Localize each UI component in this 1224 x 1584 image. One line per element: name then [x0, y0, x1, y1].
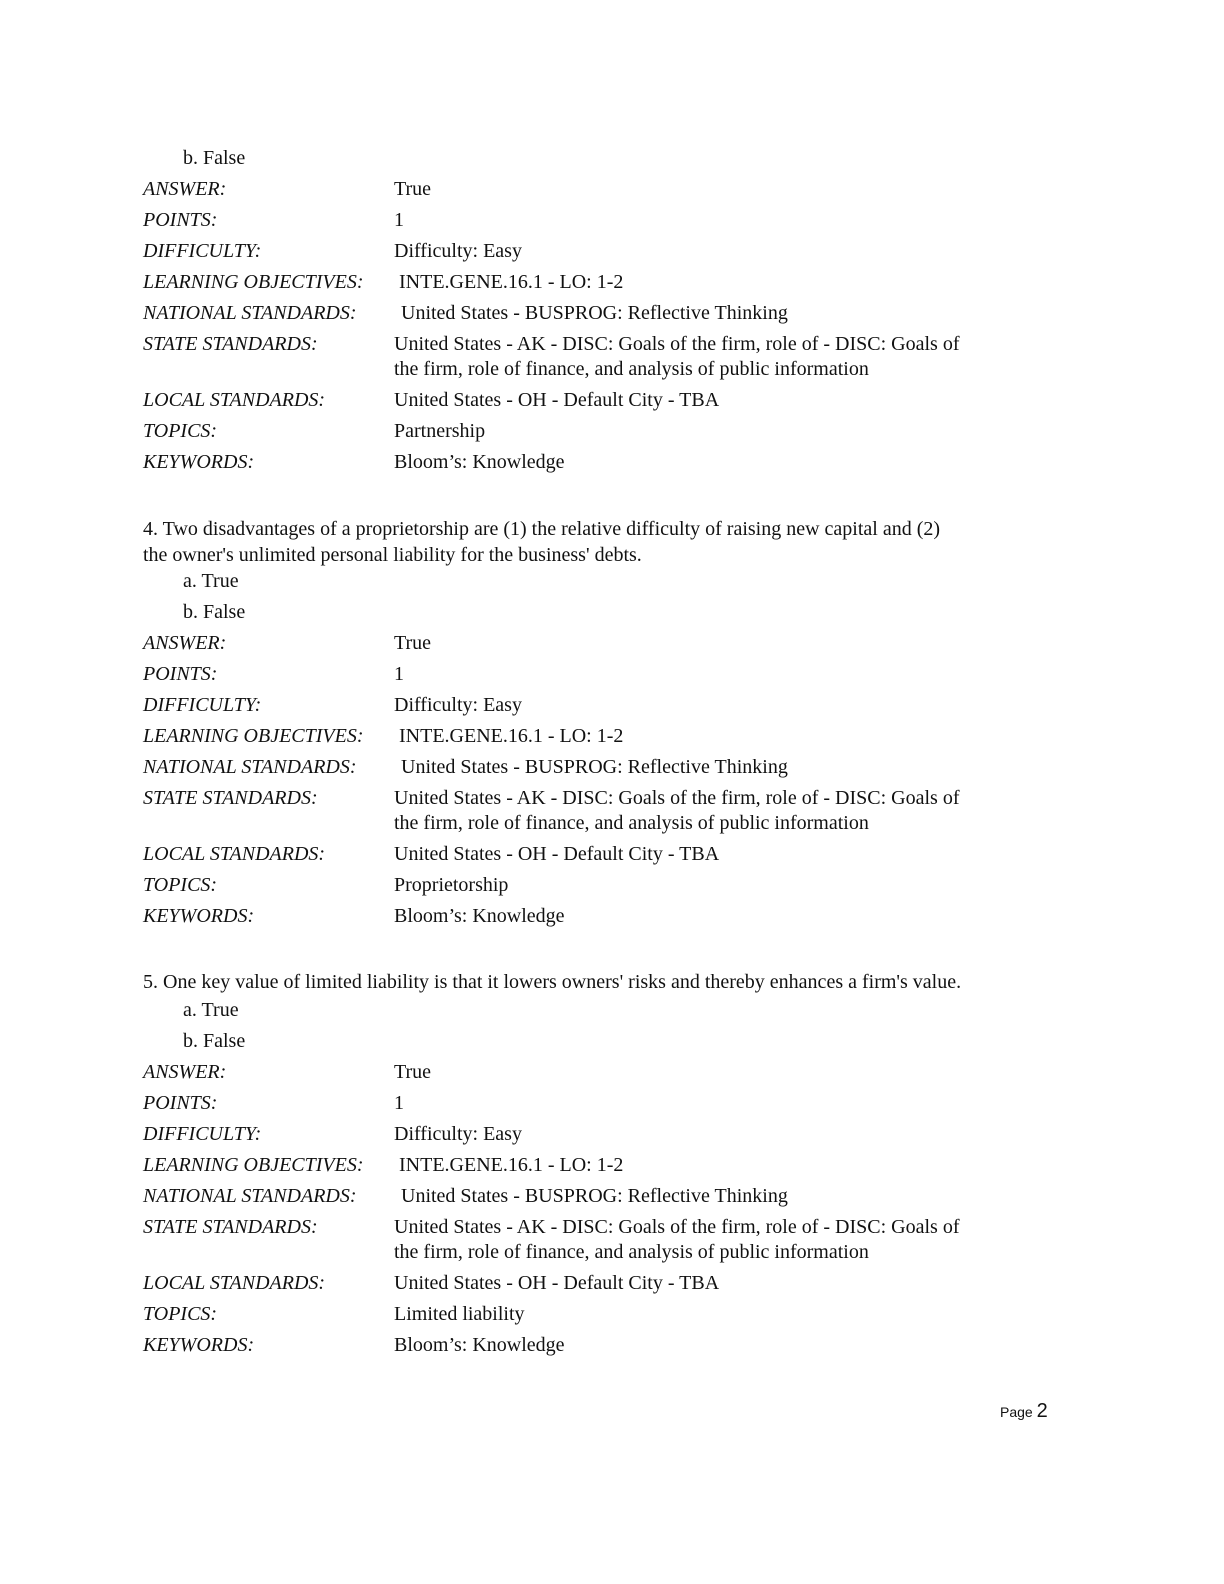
q4-question-line2: the owner's unlimited personal liability for the business' debts.	[143, 544, 642, 566]
q5-option-a: a. True	[183, 999, 239, 1021]
keywords-label: KEYWORDS:	[143, 1334, 255, 1356]
difficulty-label: DIFFICULTY:	[143, 1123, 262, 1145]
keywords-value: Bloom’s: Knowledge	[394, 1334, 565, 1356]
local-standards-label: LOCAL STANDARDS:	[143, 843, 326, 865]
national-standards-label: NATIONAL STANDARDS:	[143, 756, 357, 778]
state-standards-label: STATE STANDARDS:	[143, 787, 318, 809]
points-label: POINTS:	[143, 209, 218, 231]
national-standards-label: NATIONAL STANDARDS:	[143, 302, 357, 324]
points-value: 1	[394, 209, 404, 231]
answer-label: ANSWER:	[143, 632, 227, 654]
q5-question	[143, 969, 1053, 995]
difficulty-value: Difficulty: Easy	[394, 694, 522, 716]
topics-value: Partnership	[394, 420, 486, 442]
local-standards-label: LOCAL STANDARDS:	[143, 389, 326, 411]
learning-objectives-value: INTE.GENE.16.1 - LO: 1-2	[399, 725, 624, 747]
keywords-label: KEYWORDS:	[143, 905, 255, 927]
points-label: POINTS:	[143, 1092, 218, 1114]
state-standards-line2: the firm, role of finance, and analysis of public information	[394, 358, 869, 380]
keywords-value: Bloom’s: Knowledge	[394, 905, 565, 927]
q4-question-line1: 4. Two disadvantages of a proprietorship are (1) the relative difficulty of raising new capital and (2)	[143, 518, 941, 540]
state-standards-label: STATE STANDARDS:	[143, 1216, 318, 1238]
answer-value: True	[394, 1061, 432, 1083]
keywords-label: KEYWORDS:	[143, 451, 255, 473]
state-standards-value	[394, 786, 1034, 836]
page-number	[1000, 1400, 1048, 1423]
national-standards-label: NATIONAL STANDARDS:	[143, 1185, 357, 1207]
local-standards-label: LOCAL STANDARDS:	[143, 1272, 326, 1294]
state-standards-line1: United States - AK - DISC: Goals of the firm, role of - DISC: Goals of	[394, 787, 960, 809]
learning-objectives-label: LEARNING OBJECTIVES:	[143, 1154, 364, 1176]
page-number-value: 2	[1036, 1400, 1048, 1422]
page-label: Page	[1000, 1404, 1033, 1420]
topics-value: Limited liability	[394, 1303, 525, 1325]
national-standards-value: United States - BUSPROG: Reflective Thinking	[401, 302, 788, 324]
q3-option-b: b. False	[183, 147, 246, 169]
points-value: 1	[394, 1092, 404, 1114]
topics-label: TOPICS:	[143, 420, 218, 442]
difficulty-value: Difficulty: Easy	[394, 1123, 522, 1145]
points-value: 1	[394, 663, 404, 685]
points-label: POINTS:	[143, 663, 218, 685]
state-standards-label: STATE STANDARDS:	[143, 333, 318, 355]
topics-label: TOPICS:	[143, 1303, 218, 1325]
local-standards-value: United States - OH - Default City - TBA	[394, 843, 720, 865]
local-standards-value: United States - OH - Default City - TBA	[394, 1272, 720, 1294]
answer-value: True	[394, 632, 432, 654]
answer-label: ANSWER:	[143, 178, 227, 200]
state-standards-line2: the firm, role of finance, and analysis of public information	[394, 812, 869, 834]
learning-objectives-label: LEARNING OBJECTIVES:	[143, 271, 364, 293]
q5-option-b: b. False	[183, 1030, 246, 1052]
q4-option-a: a. True	[183, 570, 239, 592]
answer-label: ANSWER:	[143, 1061, 227, 1083]
answer-value: True	[394, 178, 432, 200]
topics-label: TOPICS:	[143, 874, 218, 896]
learning-objectives-value: INTE.GENE.16.1 - LO: 1-2	[399, 271, 624, 293]
difficulty-label: DIFFICULTY:	[143, 240, 262, 262]
national-standards-value: United States - BUSPROG: Reflective Thinking	[401, 756, 788, 778]
state-standards-line1: United States - AK - DISC: Goals of the firm, role of - DISC: Goals of	[394, 333, 960, 355]
learning-objectives-value: INTE.GENE.16.1 - LO: 1-2	[399, 1154, 624, 1176]
difficulty-label: DIFFICULTY:	[143, 694, 262, 716]
state-standards-line1: United States - AK - DISC: Goals of the firm, role of - DISC: Goals of	[394, 1216, 960, 1238]
state-standards-line2: the firm, role of finance, and analysis of public information	[394, 1241, 869, 1263]
q5-question-line1: 5. One key value of limited liability is that it lowers owners' risks and thereby enhances a firm's value.	[143, 971, 962, 993]
q4-question	[143, 516, 1053, 568]
keywords-value: Bloom’s: Knowledge	[394, 451, 565, 473]
state-standards-value	[394, 1215, 1034, 1265]
topics-value: Proprietorship	[394, 874, 509, 896]
national-standards-value: United States - BUSPROG: Reflective Thinking	[401, 1185, 788, 1207]
learning-objectives-label: LEARNING OBJECTIVES:	[143, 725, 364, 747]
state-standards-value	[394, 332, 1034, 382]
local-standards-value: United States - OH - Default City - TBA	[394, 389, 720, 411]
q4-option-b: b. False	[183, 601, 246, 623]
difficulty-value: Difficulty: Easy	[394, 240, 522, 262]
